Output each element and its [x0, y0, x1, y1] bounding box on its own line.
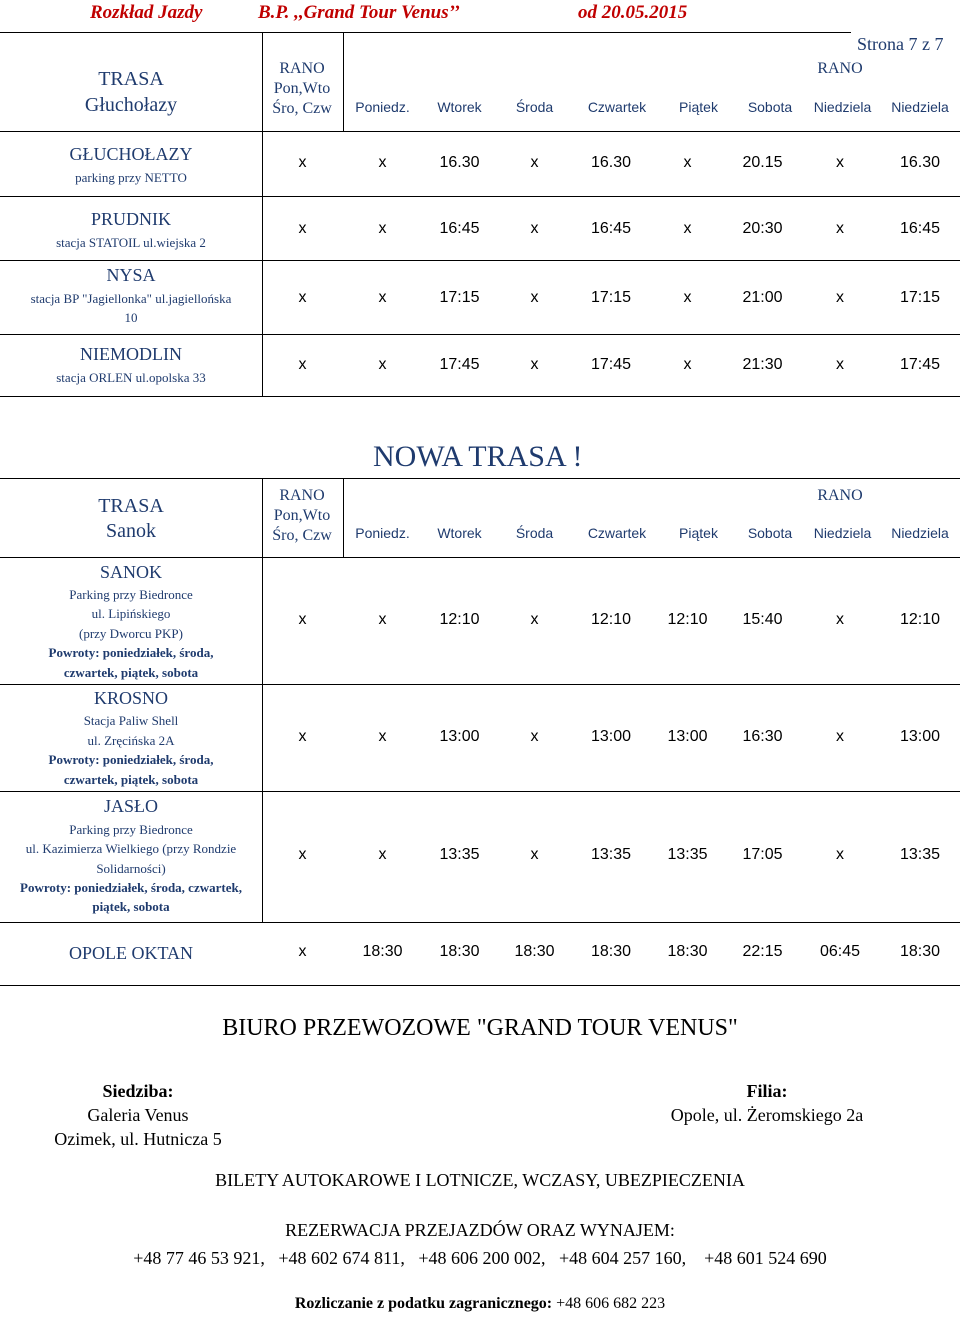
rano-label: RANO [279, 487, 325, 504]
rano-label-sun: RANO [817, 487, 863, 504]
time-cell: x [530, 356, 539, 373]
route-name: Sanok [106, 520, 156, 542]
time-cell: 12:10 [590, 611, 632, 628]
time-cell: 18:30 [514, 943, 555, 960]
day-header: Poniedz. [355, 525, 410, 541]
day-header: Niedziela [891, 525, 949, 541]
stop-name: NIEMODLIN [80, 344, 182, 364]
rule [0, 260, 960, 261]
col-divider [343, 32, 344, 131]
day-header: Sobota [747, 99, 793, 115]
time-cell: 12:10 [667, 611, 708, 628]
time-cell: x [378, 728, 387, 745]
stop-line: czwartek, piątek, sobota [63, 772, 199, 787]
rano-label: RANO [279, 60, 325, 77]
day-header: Niedziela [813, 99, 872, 115]
time-cell: 16:30 [742, 728, 783, 745]
time-cell: 15:40 [742, 611, 783, 628]
nowa-trasa-heading: NOWA TRASA ! [373, 440, 583, 473]
time-cell: 16:45 [590, 220, 632, 237]
time-cell: 12:10 [439, 611, 480, 628]
title-left: Rozkład Jazdy [90, 2, 203, 23]
rano-label-sun: RANO [817, 60, 863, 77]
stop-sub: stacja STATOIL ul.wiejska 2 [56, 235, 206, 250]
time-cell: 17:45 [899, 356, 941, 373]
rozliczanie-label: Rozliczanie z podatku zagranicznego: [294, 1295, 553, 1312]
rozliczanie-phone: +48 606 682 223 [556, 1295, 666, 1312]
time-cell: 17:45 [590, 356, 632, 373]
stop-line: ul. Lipińskiego [91, 606, 171, 621]
time-cell: 16:45 [439, 220, 480, 237]
ponwto-2: Śro, Czw [272, 100, 332, 117]
stop-line: Solidarności) [96, 861, 166, 876]
time-cell: x [378, 289, 387, 306]
day-header: Czwartek [587, 525, 647, 541]
time-cell: x [298, 154, 307, 171]
time-cell: 21:00 [742, 289, 783, 306]
ponwto-1: Pon,Wto [273, 507, 331, 524]
time-cell: x [378, 356, 387, 373]
stop-line: ul. Kazimierza Wielkiego (przy Rondzie [25, 841, 237, 856]
col-divider [262, 32, 263, 396]
time-cell: x [298, 356, 307, 373]
rule [0, 32, 851, 33]
time-cell: x [378, 154, 387, 171]
stop-name: PRUDNIK [90, 209, 171, 229]
day-header: Sobota [747, 525, 793, 541]
rule [0, 396, 960, 397]
route-label: TRASA [98, 68, 164, 90]
time-cell: x [298, 846, 307, 863]
stop-name: NYSA [106, 265, 156, 285]
time-cell: x [836, 220, 844, 237]
time-cell: x [378, 611, 387, 628]
time-cell: 16.30 [899, 154, 941, 171]
time-cell: x [378, 846, 387, 863]
time-cell: x [298, 289, 307, 306]
time-cell: 17:15 [439, 289, 480, 306]
time-cell: 16.30 [590, 154, 632, 171]
siedziba-label: Siedziba: [102, 1081, 174, 1101]
time-cell: 18:30 [590, 943, 632, 960]
rule [0, 196, 960, 197]
stop-line: Parking przy Biedronce [69, 587, 193, 602]
day-header: Niedziela [813, 525, 872, 541]
time-cell: x [836, 728, 844, 745]
ponwto-2: Śro, Czw [272, 527, 332, 544]
time-cell: 18:30 [899, 943, 941, 960]
time-cell: 06:45 [819, 943, 861, 960]
time-cell: 13:35 [590, 846, 632, 863]
time-cell: x [530, 846, 539, 863]
rule [0, 791, 960, 792]
time-cell: x [836, 154, 844, 171]
time-cell: x [683, 220, 692, 237]
page-number: Strona 7 z 7 [857, 34, 944, 54]
day-header: Środa [515, 99, 554, 115]
time-cell: x [378, 220, 387, 237]
time-cell: 17:45 [439, 356, 480, 373]
stop-sub: stacja BP "Jagiellonka" ul.jagiellońska [30, 291, 232, 306]
biuro-heading: BIURO PRZEWOZOWE "GRAND TOUR VENUS" [222, 1015, 738, 1041]
stop-name: GŁUCHOŁAZY [69, 144, 193, 164]
time-cell: x [530, 289, 539, 306]
final-stop-name: OPOLE OKTAN [68, 943, 194, 963]
rule [0, 922, 960, 923]
stop-line: piątek, sobota [92, 899, 170, 914]
stop-name: JASŁO [103, 796, 158, 816]
time-cell: x [836, 846, 844, 863]
time-cell: 18:30 [667, 943, 708, 960]
stop-sub: 10 [124, 310, 138, 325]
time-cell: 20.15 [742, 154, 783, 171]
stop-sub: parking przy NETTO [75, 170, 187, 185]
time-cell: x [836, 356, 844, 373]
rezerwacja-heading: REZERWACJA PRZEJAZDÓW ORAZ WYNAJEM: [285, 1220, 675, 1240]
time-cell: 13:35 [899, 846, 941, 863]
time-cell: x [530, 728, 539, 745]
day-header: Środa [515, 525, 554, 541]
time-cell: 16:45 [899, 220, 941, 237]
time-cell: x [683, 154, 692, 171]
stop-sub: stacja ORLEN ul.opolska 33 [56, 370, 206, 385]
stop-line: Stacja Paliw Shell [83, 713, 179, 728]
siedziba-line: Ozimek, ul. Hutnicza 5 [54, 1129, 222, 1149]
siedziba-line: Galeria Venus [87, 1105, 189, 1125]
day-header: Wtorek [437, 99, 482, 115]
rozliczanie-line [0, 1295, 960, 1313]
ponwto-1: Pon,Wto [273, 80, 331, 97]
stop-line: Powroty: poniedziałek, środa, [48, 752, 214, 767]
time-cell: 17:05 [742, 846, 783, 863]
time-cell: 21:30 [742, 356, 783, 373]
time-cell: 13:35 [667, 846, 708, 863]
time-cell: x [836, 611, 844, 628]
time-cell: x [298, 728, 307, 745]
time-cell: 13:00 [590, 728, 632, 745]
filia-label: Filia: [746, 1081, 788, 1101]
stop-line: Powroty: poniedziałek, środa, [48, 645, 214, 660]
time-cell: 18:30 [439, 943, 480, 960]
time-cell: 17:15 [590, 289, 632, 306]
time-cell: 20:30 [742, 220, 783, 237]
stop-line: Parking przy Biedronce [69, 822, 193, 837]
filia-line: Opole, ul. Żeromskiego 2a [670, 1105, 864, 1125]
day-header: Poniedz. [355, 99, 410, 115]
rule [0, 478, 960, 479]
stop-line: (przy Dworcu PKP) [79, 626, 183, 641]
time-cell: x [298, 611, 307, 628]
time-cell: 22:15 [742, 943, 783, 960]
time-cell: 18:30 [362, 943, 403, 960]
time-cell: x [530, 220, 539, 237]
col-divider [343, 478, 344, 557]
time-cell: x [683, 289, 692, 306]
time-cell: x [530, 611, 539, 628]
rule [0, 334, 960, 335]
stop-name: SANOK [99, 562, 162, 582]
time-cell: x [298, 220, 307, 237]
rule [0, 985, 960, 986]
time-cell: 17:15 [899, 289, 941, 306]
stop-line: Powroty: poniedziałek, środa, czwartek, [20, 880, 242, 895]
rule [0, 684, 960, 685]
time-cell: x [683, 356, 692, 373]
stop-line: czwartek, piątek, sobota [63, 665, 199, 680]
day-header: Niedziela [891, 99, 949, 115]
services-line: BILETY AUTOKAROWE I LOTNICZE, WCZASY, UBEZPIECZENIA [215, 1170, 745, 1190]
title-mid: B.P. ,,Grand Tour Venus’’ [258, 2, 460, 23]
time-cell: 13:00 [899, 728, 941, 745]
title-right: od 20.05.2015 [578, 2, 688, 23]
time-cell: 16.30 [439, 154, 480, 171]
time-cell: 13:00 [439, 728, 480, 745]
time-cell: x [530, 154, 539, 171]
time-cell: 13:00 [667, 728, 708, 745]
rule [0, 131, 960, 132]
time-cell: 13:35 [439, 846, 480, 863]
stop-name: KROSNO [93, 688, 168, 708]
day-header: Piątek [679, 99, 718, 115]
route-name: Głuchołazy [84, 94, 178, 116]
phone-list: +48 77 46 53 921, +48 602 674 811, +48 606 200 002, +48 604 257 160, +48 601 524 690 [133, 1248, 827, 1268]
time-cell: 12:10 [899, 611, 941, 628]
day-header: Czwartek [587, 99, 647, 115]
time-cell: x [298, 943, 307, 960]
route-label: TRASA [98, 495, 164, 517]
stop-line: ul. Zręcińska 2A [87, 733, 175, 748]
rule [0, 557, 960, 558]
day-header: Wtorek [437, 525, 482, 541]
time-cell: x [836, 289, 844, 306]
day-header: Piątek [679, 525, 718, 541]
